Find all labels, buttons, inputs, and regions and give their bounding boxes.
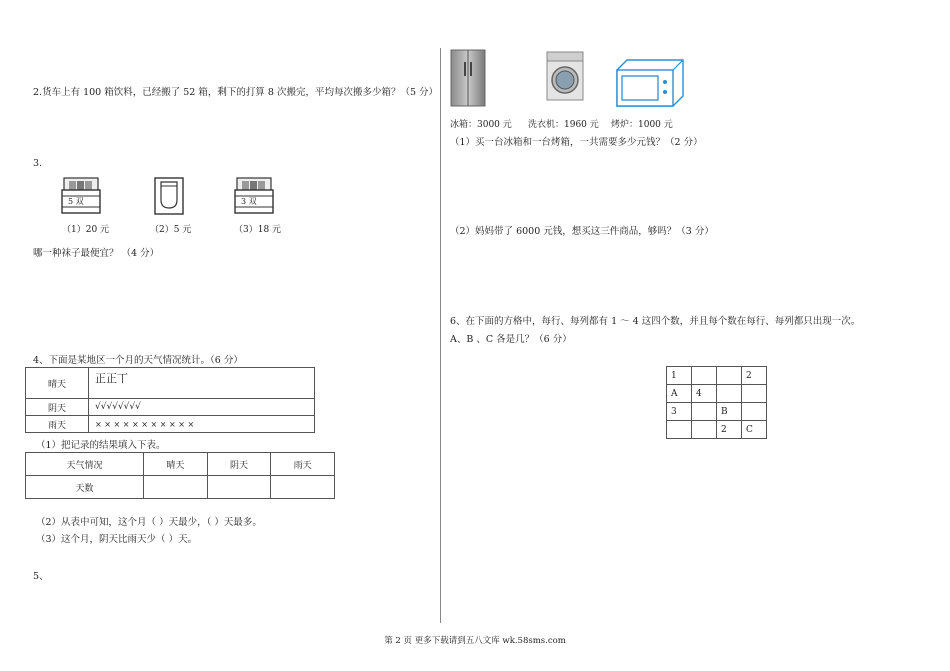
question-5-number: 5、 xyxy=(33,571,49,582)
grid-cell: 4 xyxy=(692,385,717,403)
table-row xyxy=(667,367,767,385)
microwave-icon xyxy=(613,58,685,108)
summary-header: 晴天 xyxy=(144,453,208,476)
single-sock-image xyxy=(153,176,185,220)
summary-header: 天气情况 xyxy=(26,453,144,476)
weather-tally: × × × × × × × × × × × xyxy=(89,416,315,433)
grid-cell xyxy=(742,385,767,403)
question-3-text: 哪一种袜子最便宜？ （4 分） xyxy=(33,248,160,259)
number-grid xyxy=(666,366,767,439)
grid-cell: 3 xyxy=(667,403,692,421)
question-3-number: 3. xyxy=(33,158,43,169)
microwave-image xyxy=(613,58,685,112)
question-6-line-2: A、B 、C 各是几？（6 分） xyxy=(450,334,572,345)
summary-header: 阴天 xyxy=(207,453,271,476)
question-2: 2.货车上有 100 箱饮料，已经搬了 52 箱，剩下的打算 8 次搬完，平均每次搬多少箱？（5 分） xyxy=(33,87,439,98)
table-row xyxy=(26,368,315,399)
question-4-part-3: （3）这个月，阴天比雨天少（ ）天。 xyxy=(36,534,198,545)
question-4-part-2: （2）从表中可知，这个月（ ）天最少，（ ）天最多。 xyxy=(36,517,262,528)
grid-cell xyxy=(692,367,717,385)
fridge-icon xyxy=(449,48,487,108)
answer-cell[interactable] xyxy=(144,476,208,499)
column-divider xyxy=(440,48,441,623)
grid-cell: 2 xyxy=(742,367,767,385)
grid-cell xyxy=(692,403,717,421)
fridge-price: 冰箱：3000 元 xyxy=(450,120,512,130)
grid-cell: 1 xyxy=(667,367,692,385)
grid-cell xyxy=(742,403,767,421)
weather-name: 雨天 xyxy=(26,416,89,433)
grid-cell: C xyxy=(742,421,767,439)
sock-2-price: （2）5 元 xyxy=(150,225,192,235)
sock-box-1-label: 5 双 xyxy=(68,197,84,206)
washer-image xyxy=(545,50,585,106)
question-5-part-1: （1）买一台冰箱和一台烤箱，一共需要多少元钱？（2 分） xyxy=(450,137,703,148)
table-row xyxy=(26,476,335,499)
weather-name: 晴天 xyxy=(26,368,89,399)
sock-3-price: （3）18 元 xyxy=(234,225,282,235)
fridge-image xyxy=(449,48,487,112)
weather-summary-table xyxy=(25,452,335,499)
answer-cell[interactable] xyxy=(207,476,271,499)
grid-cell xyxy=(667,421,692,439)
page-footer: 第 2 页 更多下载请到五八文库 wk.58sms.com xyxy=(384,636,566,646)
grid-cell: A xyxy=(667,385,692,403)
grid-cell: 2 xyxy=(717,421,742,439)
answer-cell[interactable] xyxy=(271,476,335,499)
question-6-line-1: 6、在下面的方格中，每行、每列都有 1 ～ 4 这四个数，并且每个数在每行、每列都只出现一次。 xyxy=(450,316,861,327)
summary-row-label: 天数 xyxy=(26,476,144,499)
question-5-part-2: （2）妈妈带了 6000 元钱，想买这三件商品，够吗？（3 分） xyxy=(450,226,714,237)
weather-tally-table xyxy=(25,367,315,433)
grid-cell xyxy=(717,385,742,403)
table-row xyxy=(667,403,767,421)
weather-tally: √√√√√√√√ xyxy=(89,399,315,416)
grid-cell xyxy=(692,421,717,439)
table-row xyxy=(26,399,315,416)
oven-price: 烤炉：1000 元 xyxy=(611,120,673,130)
question-4-title: 4、下面是某地区一个月的天气情况统计。（6 分） xyxy=(33,355,243,366)
sock-icon xyxy=(153,176,185,216)
grid-cell: B xyxy=(717,403,742,421)
sock-box-3-label: 3 双 xyxy=(241,197,257,206)
weather-name: 阴天 xyxy=(26,399,89,416)
summary-header: 雨天 xyxy=(271,453,335,476)
washer-icon xyxy=(545,50,585,102)
table-row xyxy=(26,416,315,433)
grid-cell xyxy=(717,367,742,385)
washer-price: 洗衣机：1960 元 xyxy=(528,120,599,130)
table-row xyxy=(667,385,767,403)
question-4-part-1: （1）把记录的结果填入下表。 xyxy=(36,440,166,451)
table-row xyxy=(26,453,335,476)
table-row xyxy=(667,421,767,439)
weather-tally: 正正丅 xyxy=(89,368,315,399)
sock-1-price: （1）20 元 xyxy=(62,225,110,235)
